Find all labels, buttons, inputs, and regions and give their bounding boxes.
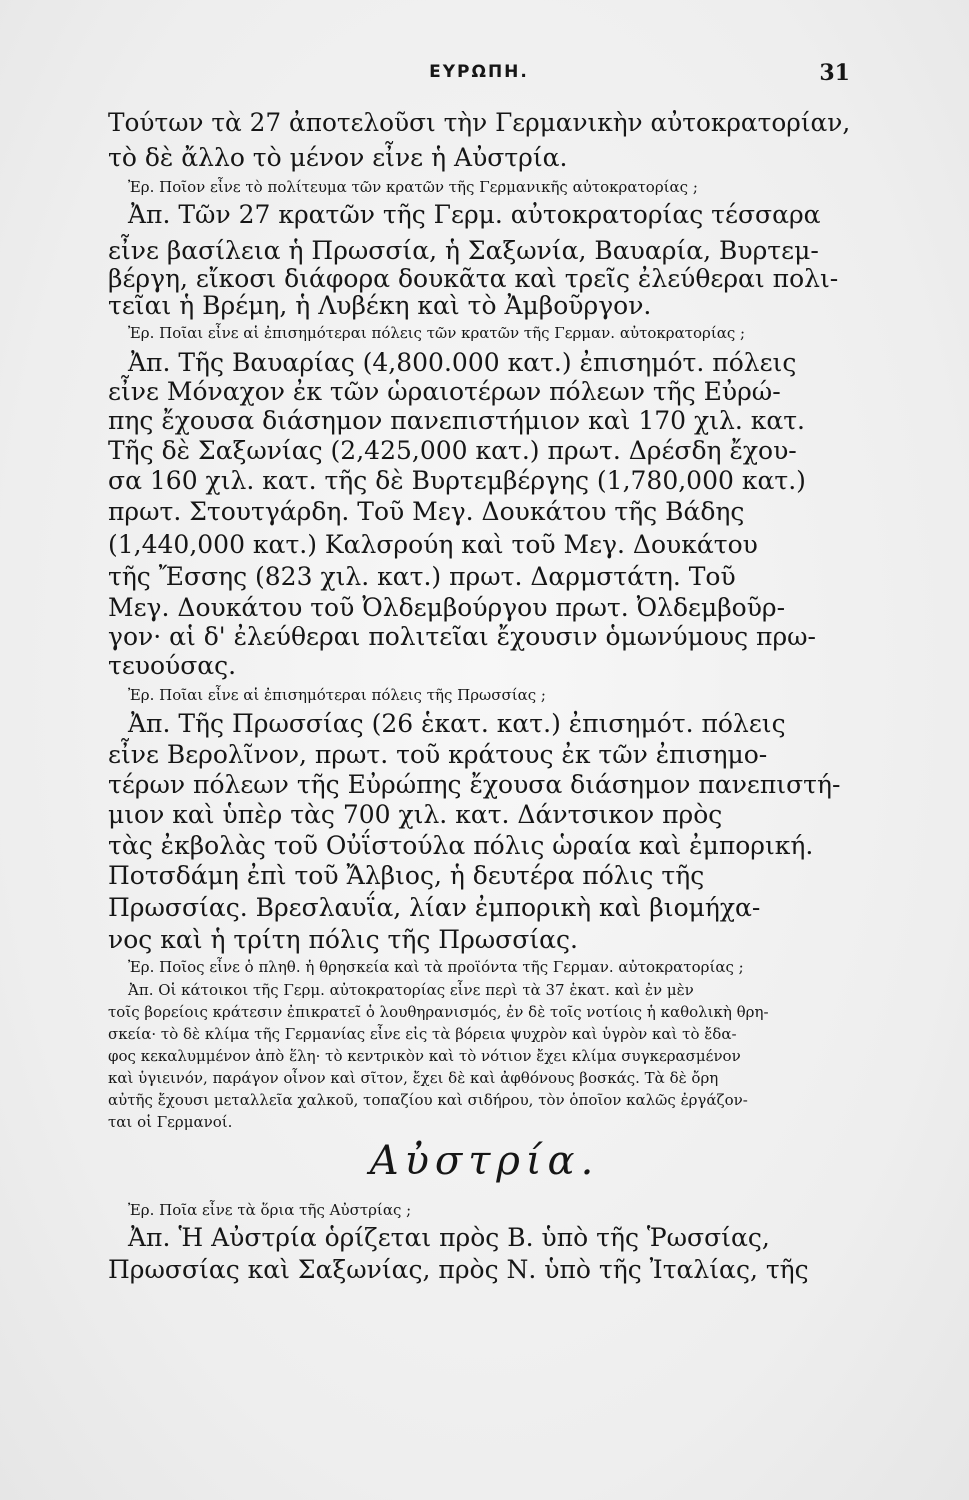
answer-line: Ἀπ. Ἡ Αὐστρία ὁρίζεται πρὸς Β. ὑπὸ τῆς Ῥωσσίας, [128, 1223, 770, 1252]
text-line: γον· αἱ δ' ἐλεύθεραι πολιτεῖαι ἔχουσιν ὁμωνύμους πρω- [108, 622, 816, 651]
text-line: καὶ ὑγιεινόν, παράγον οἶνον καὶ σῖτον, ἔχει δὲ καὶ ἀφθόνους βοσκάς. Τὰ δὲ ὄρη [108, 1069, 719, 1087]
answer-line: Ἀπ. Οἱ κάτοικοι τῆς Γερμ. αὐτοκρατορίας εἶνε περὶ τὰ 37 ἑκατ. καὶ ἐν μὲν [128, 981, 694, 999]
text-line: βέργη, εἴκοσι διάφορα δουκᾶτα καὶ τρεῖς ἐλεύθεραι πολι- [108, 264, 839, 293]
text-line: σα 160 χιλ. κατ. τῆς δὲ Βυρτεμβέργης (1,780,000 κατ.) [108, 466, 806, 495]
answer-line: Ἀπ. Τῆς Πρωσσίας (26 ἑκατ. κατ.) ἐπισημότ. πόλεις [128, 709, 786, 738]
text-line: Πρωσσίας καὶ Σαξωνίας, πρὸς Ν. ὑπὸ τῆς Ἰταλίας, τῆς [108, 1255, 809, 1284]
text-line: Τούτων τὰ 27 ἀποτελοῦσι τὴν Γερμανικὴν αὐτοκρατορίαν, [108, 108, 851, 137]
text-line: πης ἔχουσα διάσημον πανεπιστήμιον καὶ 170 χιλ. κατ. [108, 406, 805, 435]
page-header [108, 62, 850, 92]
text-line: ται οἱ Γερμανοί. [108, 1113, 233, 1131]
answer-line: Ἀπ. Τῆς Βαυαρίας (4,800.000 κατ.) ἐπισημότ. πόλεις [128, 348, 797, 377]
text-line: εἶνε βασίλεια ἡ Πρωσσία, ἡ Σαξωνία, Βαυαρία, Βυρτεμ- [108, 236, 819, 265]
text-line: φος κεκαλυμμένον ἀπὸ ἕλη· τὸ κεντρικὸν καὶ τὸ νότιον ἔχει κλίμα συγκερασμένον [108, 1047, 741, 1065]
question-line: Ἐρ. Ποῖαι εἶνε αἱ ἐπισημότεραι πόλεις τῆς Πρωσσίας ; [128, 686, 546, 704]
text-line: εἶνε Μόναχον ἐκ τῶν ὡραιοτέρων πόλεων τῆς Εὐρώ- [108, 377, 781, 406]
text-line: πρωτ. Στουτγάρδη. Τοῦ Μεγ. Δουκάτου τῆς Βάδης [108, 497, 745, 526]
page-number: 31 [819, 60, 850, 86]
text-line: Ποτσδάμη ἐπὶ τοῦ Ἄλβιος, ἡ δευτέρα πόλις τῆς [108, 861, 705, 890]
question-line: Ἐρ. Ποῖος εἶνε ὁ πληθ. ἡ θρησκεία καὶ τὰ προϊόντα τῆς Γερμαν. αὐτοκρατορίας ; [128, 958, 744, 976]
text-line: εἶνε Βερολῖνον, πρωτ. τοῦ κράτους ἐκ τῶν ἐπισημο- [108, 740, 768, 769]
text-line: Μεγ. Δουκάτου τοῦ Ὀλδεμβούργου πρωτ. Ὀλδεμβοῦρ- [108, 593, 786, 622]
question-line: Ἐρ. Ποῖαι εἶνε αἱ ἐπισημότεραι πόλεις τῶν κρατῶν τῆς Γερμαν. αὐτοκρατορίας ; [128, 324, 746, 342]
question-line: Ἐρ. Ποῖον εἶνε τὸ πολίτευμα τῶν κρατῶν τῆς Γερμανικῆς αὐτοκρατορίας ; [128, 178, 698, 196]
running-head: ΕΥΡΩΠΗ. [429, 62, 529, 82]
text-line: τῆς Ἔσσης (823 χιλ. κατ.) πρωτ. Δαρμστάτη. Τοῦ [108, 562, 736, 591]
text-line: τέρων πόλεων τῆς Εὐρώπης ἔχουσα διάσημον πανεπιστή- [108, 770, 841, 799]
text-line: Τῆς δὲ Σαξωνίας (2,425,000 κατ.) πρωτ. Δρέσδη ἔχου- [108, 436, 797, 465]
text-line: τοῖς βορείοις κράτεσιν ἐπικρατεῖ ὁ λουθηρανισμός, ἐν δὲ τοῖς νοτίοις ἡ καθολικὴ θρη- [108, 1003, 769, 1021]
text-line: σκεία· τὸ δὲ κλίμα τῆς Γερμανίας εἶνε εἰς τὰ βόρεια ψυχρὸν καὶ ὑγρὸν καὶ τὸ ἔδα- [108, 1025, 737, 1043]
text-line: τευούσας. [108, 651, 237, 680]
text-line: τὸ δὲ ἄλλο τὸ μένον εἶνε ἡ Αὐστρία. [108, 143, 568, 172]
answer-line: Ἀπ. Τῶν 27 κρατῶν τῆς Γερμ. αὐτοκρατορίας τέσσαρα [128, 200, 821, 229]
text-line: τὰς ἐκβολὰς τοῦ Οὐΐστούλα πόλις ὡραία καὶ ἐμπορική. [108, 831, 814, 860]
section-title: Αὐστρία. [369, 1138, 600, 1184]
text-line: αὐτῆς ἔχουσι μεταλλεῖα χαλκοῦ, τοπαζίου καὶ σιδήρου, τὸν ὁποῖον καλῶς ἐργάζον- [108, 1091, 748, 1109]
text-line: τεῖαι ἡ Βρέμη, ἡ Λυβέκη καὶ τὸ Ἀμβοῦργον. [108, 291, 652, 320]
question-line: Ἐρ. Ποῖα εἶνε τὰ ὅρια τῆς Αὐστρίας ; [128, 1201, 412, 1219]
text-line: (1,440,000 κατ.) Καλσρούη καὶ τοῦ Μεγ. Δουκάτου [108, 530, 758, 559]
text-line: Πρωσσίας. Βρεσλαυΐα, λίαν ἐμπορικὴ καὶ βιομήχα- [108, 893, 761, 922]
text-line: μιον καὶ ὑπὲρ τὰς 700 χιλ. κατ. Δάντσικον πρὸς [108, 800, 723, 829]
text-line: νος καὶ ἡ τρίτη πόλις τῆς Πρωσσίας. [108, 925, 578, 954]
